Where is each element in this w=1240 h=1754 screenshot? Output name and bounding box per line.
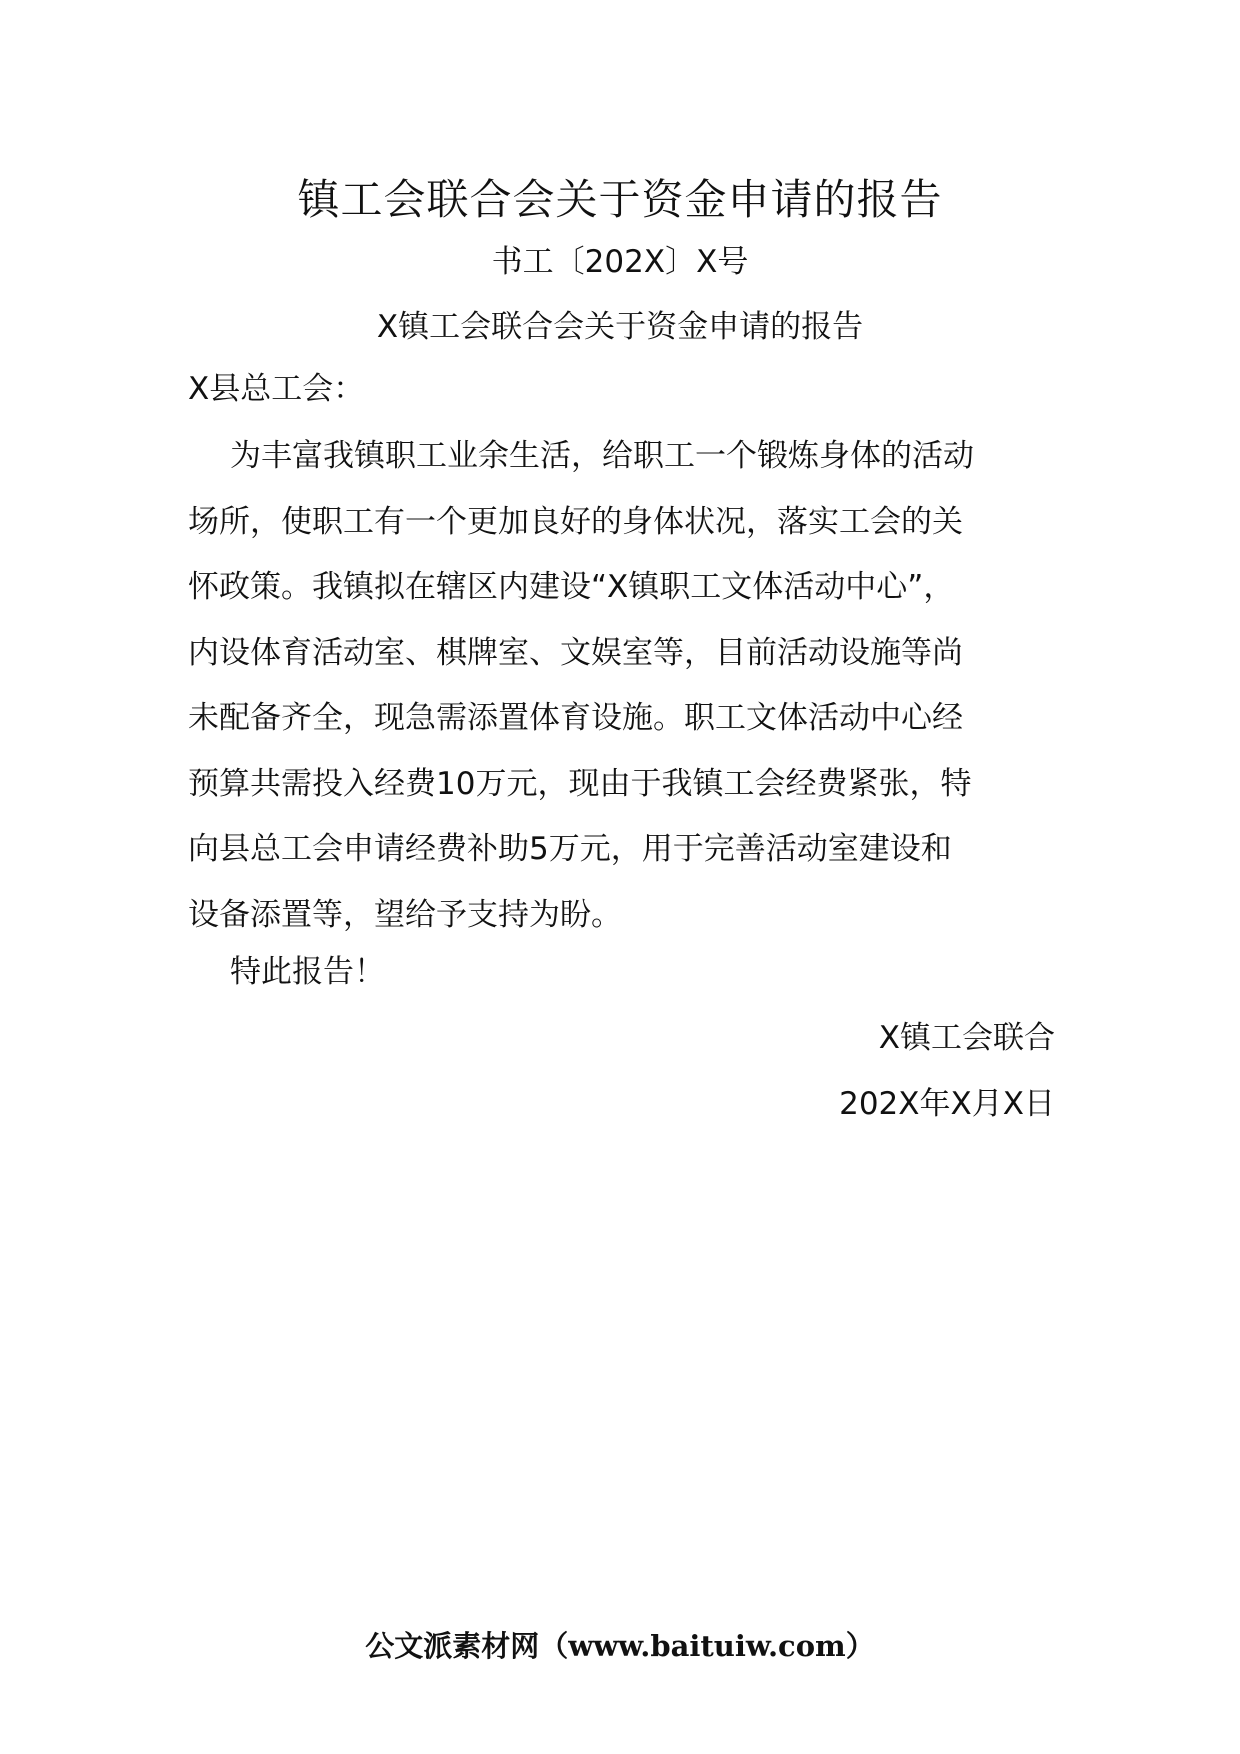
body-line: 场所，使职工有一个更加良好的身体状况，落实工会的关 (188, 503, 963, 540)
body-line: 设备添置等，望给予支持为盼。 (188, 896, 622, 933)
salutation: X县总工会： (188, 371, 365, 407)
body-line: 未配备齐全，现急需添置体育设施。职工文体活动中心经 (188, 700, 963, 736)
source-footer: 公文派素材网（www.baituiw.com） (365, 1629, 875, 1663)
body-line: 向县总工会申请经费补助5万元，用于完善活动室建设和 (188, 831, 952, 867)
closing-remark: 特此报告！ (230, 954, 385, 990)
body-line: 怀政策。我镇拟在辖区内建设“X镇职工文体活动中心”， (188, 569, 955, 605)
document-subtitle: X镇工会联合会关于资金申请的报告 (376, 309, 864, 345)
body-line: 预算共需投入经费10万元，现由于我镇工会经费紧张，特 (188, 765, 972, 802)
body-line: 为丰富我镇职工业余生活，给职工一个锻炼身体的活动 (230, 438, 974, 474)
document-number: 书工〔202X〕X号 (491, 244, 749, 280)
signature-organization: X镇工会联合 (878, 1020, 1055, 1056)
document-title: 镇工会联合会关于资金申请的报告 (297, 175, 943, 224)
body-line: 内设体育活动室、棋牌室、文娱室等，目前活动设施等尚 (188, 634, 963, 671)
body-paragraph (188, 424, 1058, 948)
signature-date: 202X年X月X日 (839, 1086, 1055, 1122)
